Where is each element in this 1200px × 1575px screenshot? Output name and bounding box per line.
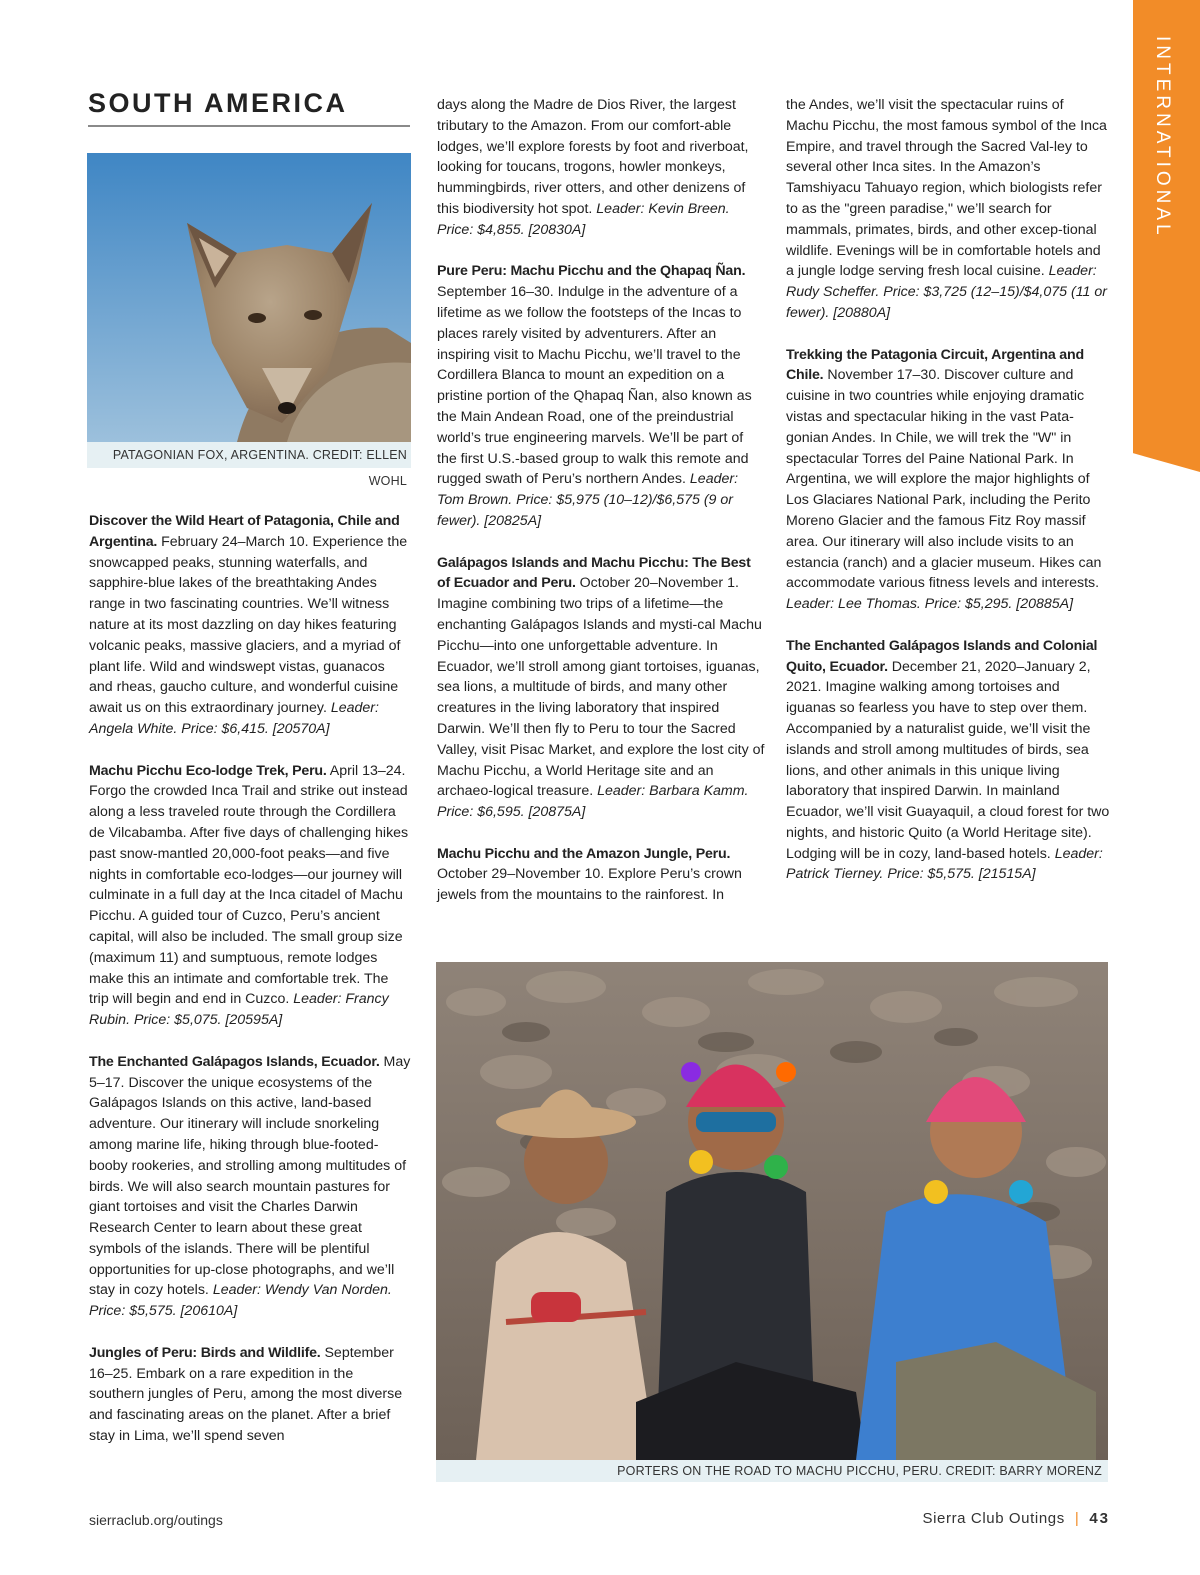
trip-description: October 29–November 10. Explore Peru’s crown jewels from the mountains to the rainforest. In <box>437 866 742 904</box>
trip-description: October 20–November 1. Imagine combining two trips of a lifetime—the enchanting Galápagos Islands and mysti-cal Machu Picchu—into one unforgettable adventure. In Ecuador, we’ll stroll among giant tortoises, iguanas, sea lions, a multitude of birds, and many other creatures in the living laboratory that inspired Darwin. We’ll then fly to Peru to tour the Sacred Valley, visit Pisac Market, and explore the lost city of Machu Picchu, a World Heritage site and an archaeo-logical treasure. <box>437 575 765 800</box>
trip-description: April 13–24. Forgo the crowded Inca Trail and strike out instead along a less traveled route through the Cordillera de Vilcabamba. After five days of challenging hikes past snow-mantled 20,000-foot peaks—and five nights in comfortable eco-lodges—our journey will culminate in a full day at the Inca citadel of Machu Picchu. A guided tour of Cuzco, Peru’s ancient capital, will also be included. The small group size (maximum 11) and sumptuous, remote lodges make this an intimate and comfortable trek. The trip will begin and end in Cuzco. <box>89 762 409 1008</box>
trip-entry <box>786 345 1110 615</box>
trip-leader-price: Leader: Wendy Van Norden. Price: $5,575. [20610A] <box>89 1282 392 1320</box>
trip-leader-price: Leader: Patrick Tierney. Price: $5,575. [21515A] <box>786 845 1103 883</box>
trip-description: February 24–March 10. Experience the snowcapped peaks, stunning waterfalls, and sapphire-blue lakes of the breathtaking Andes range in two fascinating countries. We’ll witness nature at its most dazzling on day hikes featuring volcanic peaks, massive glaciers, and a myriad of plant life. Wild and windswept vistas, guanacos and rheas, gaucho culture, and wonderful cuisine await us on this extraordinary journey. <box>89 533 408 717</box>
trip-title: The Enchanted Galápagos Islands and Colonial Quito, Ecuador. <box>786 637 1098 675</box>
trip-title: Trekking the Patagonia Circuit, Argentina and Chile. <box>786 346 1084 384</box>
trip-entry <box>89 1052 411 1322</box>
trip-title: Machu Picchu Eco-lodge Trek, Peru. <box>89 762 327 779</box>
trip-leader-price: Leader: Rudy Scheffer. Price: $3,725 (12–15)/$4,075 (11 or fewer). [20880A] <box>786 263 1107 321</box>
trip-entry <box>437 844 765 906</box>
column-3 <box>786 95 1110 906</box>
fox-photo-caption: PATAGONIAN FOX, ARGENTINA. CREDIT: ELLEN WOHL <box>87 442 411 468</box>
trip-leader-price: Leader: Tom Brown. Price: $5,975 (10–12)/$6,575 (9 or fewer). [20825A] <box>437 471 739 529</box>
trip-description: September 16–25. Embark on a rare expedition in the southern jungles of Peru, among the most diverse and fascinating areas on the planet. After a brief stay in Lima, we’ll spend seven <box>89 1344 403 1445</box>
trip-entry <box>89 1343 411 1447</box>
page-title: SOUTH AMERICA <box>88 88 410 127</box>
trip-entry <box>786 636 1110 886</box>
trip-entry <box>89 761 411 1031</box>
trip-title: The Enchanted Galápagos Islands, Ecuador. <box>89 1053 380 1070</box>
trip-leader-price: Leader: Angela White. Price: $6,415. [20570A] <box>89 700 379 737</box>
trip-entry-continued <box>786 95 1110 324</box>
trip-entry <box>437 553 765 823</box>
footer-separator: | <box>1074 1510 1080 1527</box>
porters-photo-caption: PORTERS ON THE ROAD TO MACHU PICCHU, PERU. CREDIT: BARRY MORENZ <box>436 1460 1108 1482</box>
trip-leader-price: Leader: Barbara Kamm. Price: $6,595. [20875A] <box>437 783 749 821</box>
trip-title: Machu Picchu and the Amazon Jungle, Peru. <box>437 845 731 862</box>
trip-title: Discover the Wild Heart of Patagonia, Chile and Argentina. <box>89 513 400 550</box>
footer-publication <box>923 1510 1110 1527</box>
trip-entry <box>89 511 411 740</box>
trip-title: Galápagos Islands and Machu Picchu: The Best of Ecuador and Peru. <box>437 554 751 592</box>
fox-photo <box>87 153 411 442</box>
page-number: 43 <box>1089 1510 1110 1527</box>
trip-description: May 5–17. Discover the unique ecosystems of the Galápagos Islands on this active, land-based adventure. Our itinerary will include snorkeling among marine life, hiking through blue-footed-booby rookeries, and strolling among multitudes of birds. We will also search mountain pastures for giant tortoises and visit the Charles Darwin Research Center to learn about these great symbols of the islands. There will be plentiful opportunities for up-close photographs, and we’ll stay in cozy hotels. <box>89 1053 411 1299</box>
section-tab-label: INTERNATIONAL <box>1152 36 1173 239</box>
porters-photo <box>436 962 1108 1460</box>
trip-entry-continued <box>437 95 765 241</box>
trip-title: Jungles of Peru: Birds and Wildlife. <box>89 1344 321 1361</box>
trip-description: September 16–30. Indulge in the adventure of a lifetime as we follow the footsteps of the Incas to places rarely visited by adventurers. After an inspiring visit to Machu Picchu, we’ll travel to the Cordillera Blanca to mount an expedition on a pristine portion of the Qhapaq Ñan, also known as the Main Andean Road, one of the preindustrial world’s true engineering marvels. We’ll be part of the first U.S.-based group to walk this remote and rugged swath of Peru’s northern Andes. <box>437 284 752 488</box>
publication-name: Sierra Club Outings <box>922 1510 1065 1527</box>
trip-description: the Andes, we’ll visit the spectacular ruins of Machu Picchu, the most famous symbol of the Inca Empire, and travel through the Sacred Val-ley to several other Inca sites. In the Amazon’s Tamshiyacu Tahuayo region, which biologists refer to as the "green paradise," we’ll search for mammals, primates, birds, and other excep-tional wildlife. Evenings will be in comfortable hotels and a jungle lodge serving fresh local cuisine. <box>786 97 1107 280</box>
trip-description: November 17–30. Discover culture and cuisine in two countries while enjoying dramatic vistas and spectacular hiking in the vast Pata-gonian Andes. In Chile, we will trek the "W" in spectacular Torres del Paine National Park. In Argentina, we will explore the major highlights of Los Glaciares National Park, including the Perito Moreno Glacier and the famous Fitz Roy massif area. Our itinerary will also include visits to an estancia (ranch) and a glacier museum. Hikes can accommodate various fitness levels and interests. <box>786 367 1102 592</box>
footer-url[interactable]: sierraclub.org/outings <box>89 1512 223 1528</box>
trip-leader-price: Leader: Lee Thomas. Price: $5,295. [20885A] <box>786 596 1074 613</box>
trip-leader-price: Leader: Francy Rubin. Price: $5,075. [20595A] <box>89 991 389 1029</box>
column-2 <box>437 95 765 927</box>
trip-description: December 21, 2020–January 2, 2021. Imagine walking among tortoises and iguanas so fearless you have to step over them. Accompanied by a naturalist guide, we’ll visit the islands and stroll among multitudes of birds, sea lions, and other animals in this unique living laboratory that inspired Darwin. In mainland Ecuador, we’ll visit Guayaquil, a cloud forest for two nights, and historic Quito (a World Heritage site). Lodging will be in cozy, land-based hotels. <box>786 658 1110 862</box>
column-1 <box>89 511 411 1468</box>
trip-entry <box>437 261 765 531</box>
trip-description: days along the Madre de Dios River, the largest tributary to the Amazon. From our comfort-able lodges, we’ll explore forests by foot and riverboat, looking for toucans, trogons, howler monkeys, hummingbirds, river otters, and other denizens of this biodiversity hot spot. <box>437 97 749 217</box>
trip-title: Pure Peru: Machu Picchu and the Qhapaq Ñan. <box>437 263 746 280</box>
trip-leader-price: Leader: Kevin Breen. Price: $4,855. [20830A] <box>437 200 730 238</box>
